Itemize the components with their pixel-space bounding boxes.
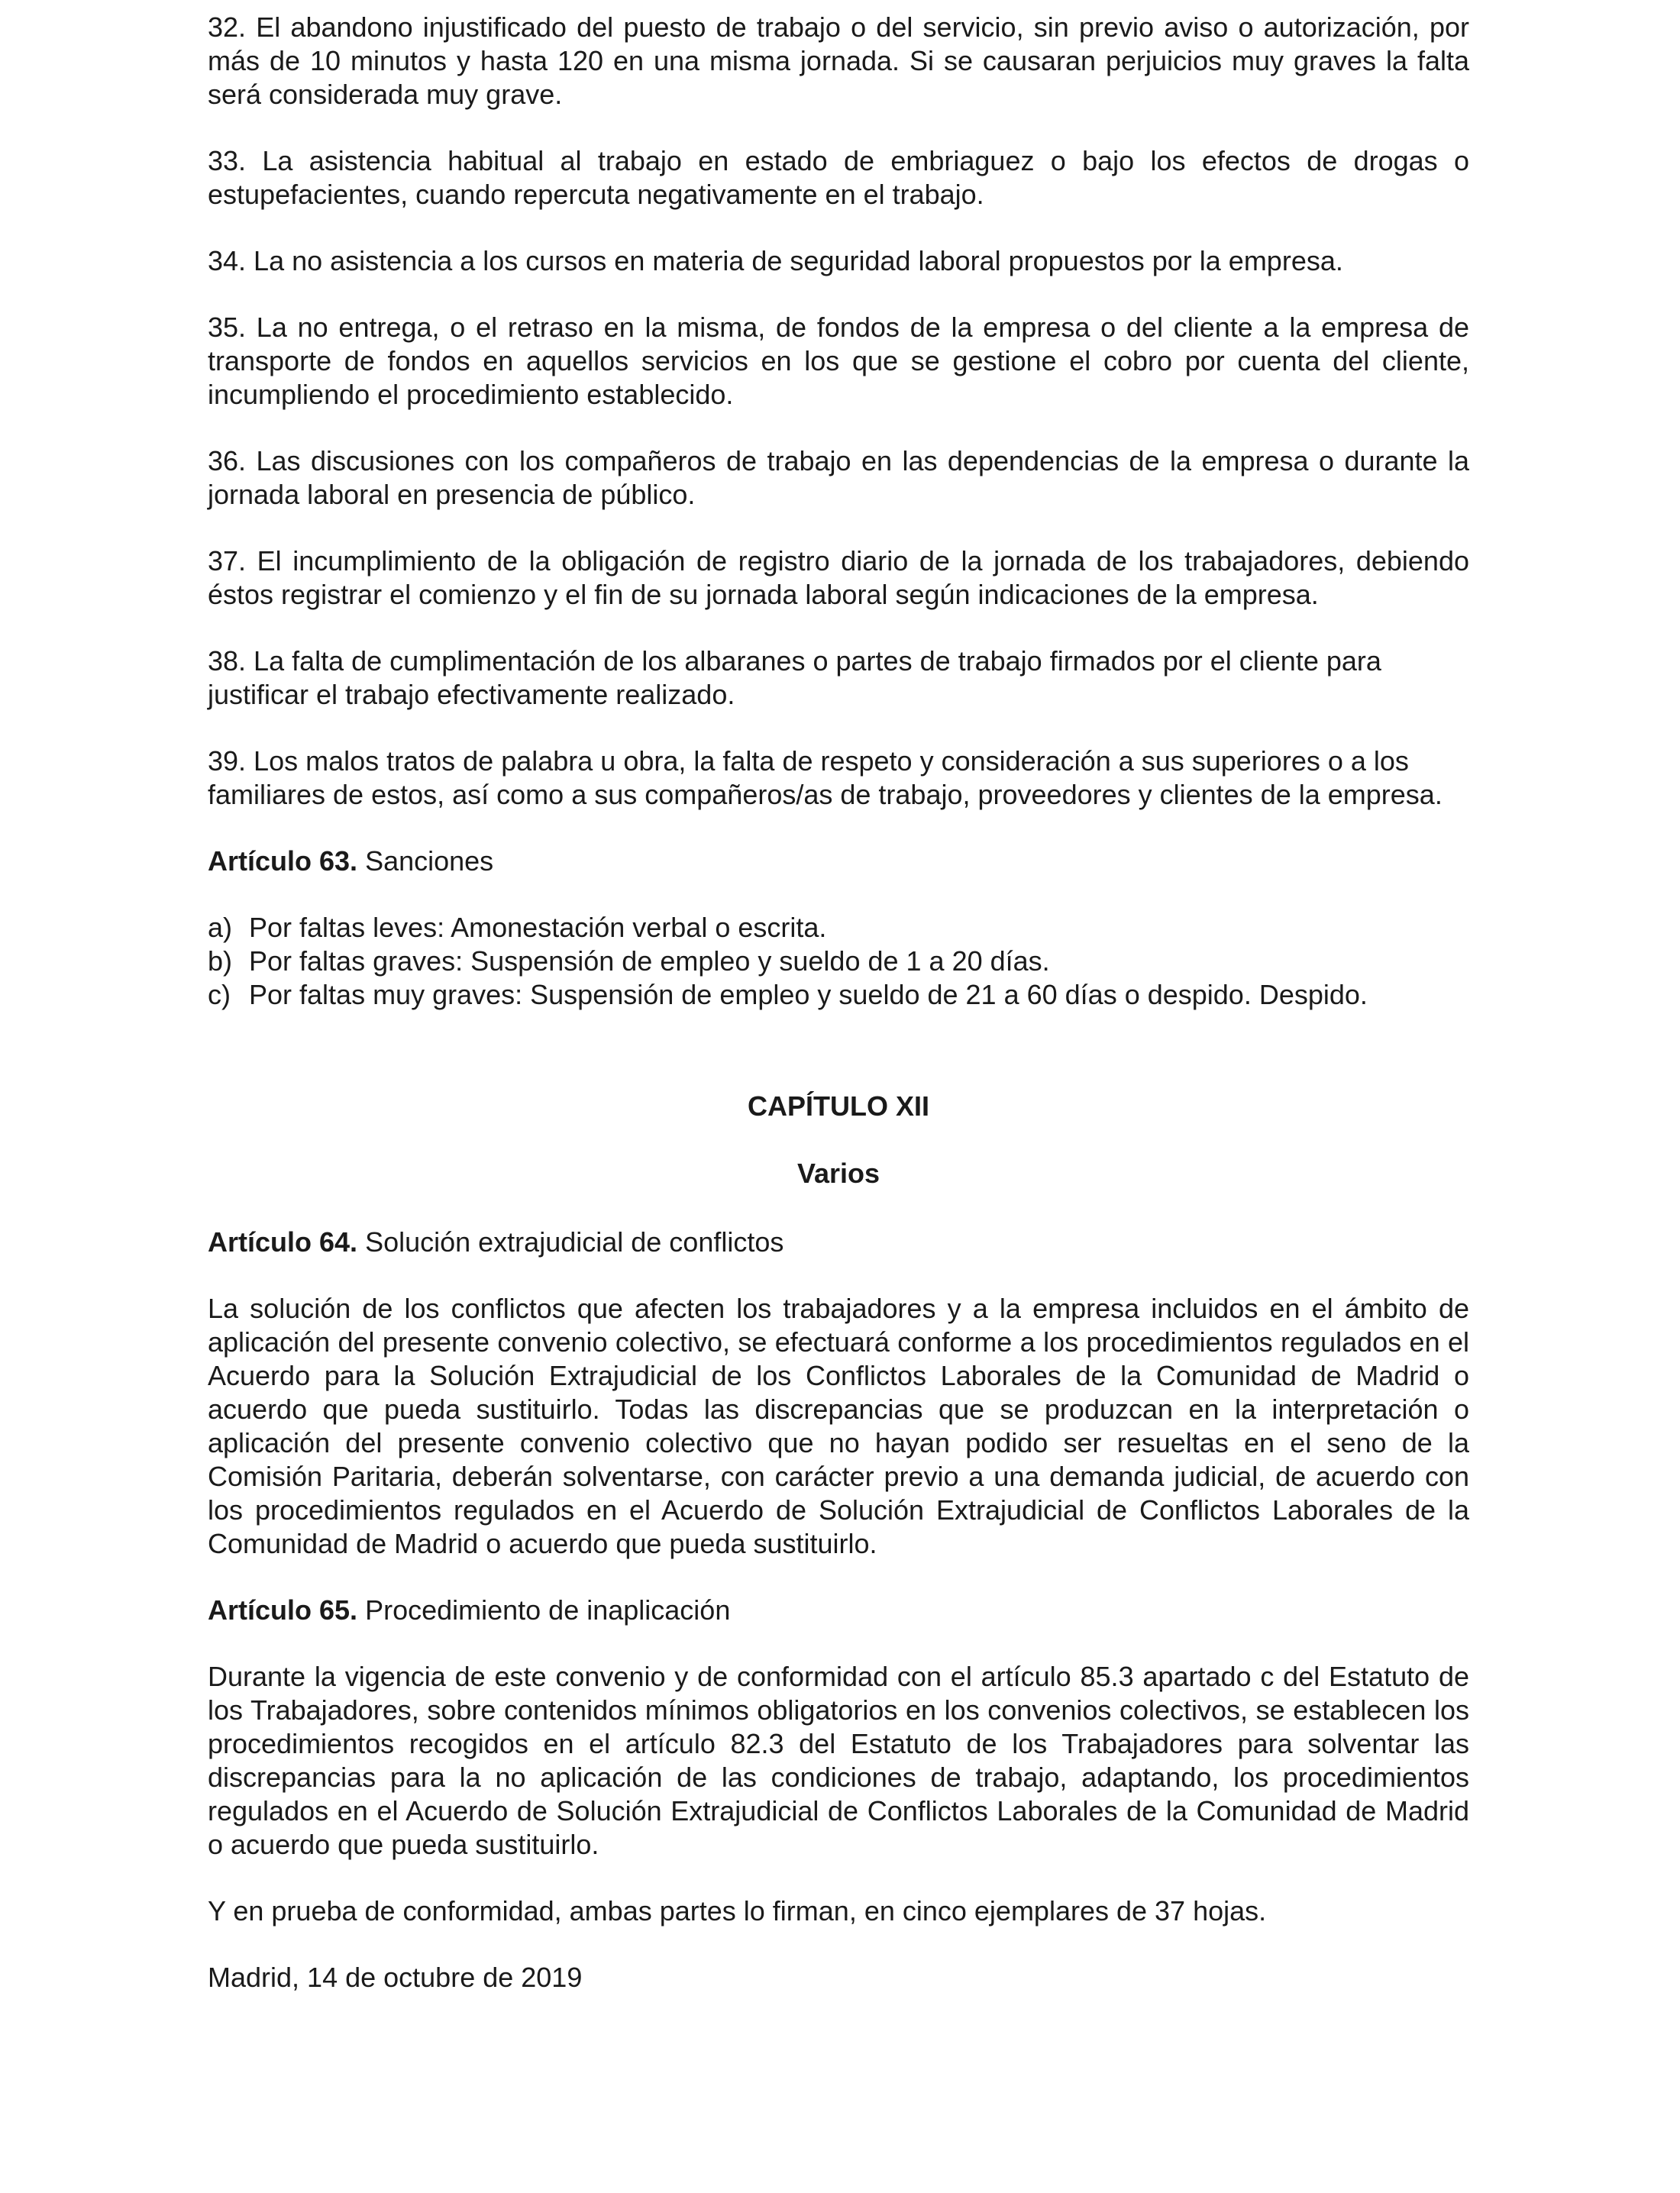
- list-item: [208, 911, 1469, 945]
- article-64-title: Solución extrajudicial de conflictos: [357, 1226, 784, 1258]
- article-65-title: Procedimiento de inaplicación: [357, 1594, 731, 1626]
- list-marker: b): [208, 945, 233, 977]
- date-place: Madrid, 14 de octubre de 2019: [208, 1962, 583, 1993]
- list-item: [208, 978, 1469, 1012]
- sanctions-list: [208, 911, 1469, 1012]
- item-34: 34. La no asistencia a los cursos en materia de seguridad laboral propuestos por la empresa.: [208, 245, 1343, 276]
- item-35: 35. La no entrega, o el retraso en la misma, de fondos de la empresa o del cliente a la empresa de transporte de fondos en aquellos servicios en los que se gestione el cobro por cuenta del cliente, incumpliendo el procedimiento establecido.: [208, 312, 1469, 410]
- item-36: 36. Las discusiones con los compañeros de trabajo en las dependencias de la empresa o durante la jornada laboral en presencia de público.: [208, 445, 1469, 510]
- item-38: 38. La falta de cumplimentación de los albaranes o partes de trabajo firmados por el cliente para justificar el trabajo efectivamente realizado.: [208, 645, 1381, 710]
- list-item-text: Por faltas leves: Amonestación verbal o escrita.: [249, 912, 827, 943]
- heading-gap: [208, 1190, 1469, 1226]
- article-65-heading: [208, 1594, 1469, 1627]
- article-64-body: La solución de los conflictos que afecten los trabajadores y a la empresa incluidos en el ámbito de aplicación del presente convenio colectivo, se efectuará conforme a los procedimientos regulados en el Acuerdo para la Solución Extrajudicial de los Conflictos Laborales de la Comunidad de Madrid o acuerdo que pueda sustituirlo. Todas las discrepancias que se produzcan en la interpretación o aplicación del presente convenio colectivo que no hayan podido ser resueltas en el seno de la Comisión Paritaria, deberán solventarse, con carácter previo a una demanda judicial, de acuerdo con los procedimientos regulados en el Acuerdo de Solución Extrajudicial de Conflictos Laborales de la Comunidad de Madrid o acuerdo que pueda sustituirlo.: [208, 1293, 1469, 1559]
- article-63-heading: [208, 845, 1469, 878]
- item-33: 33. La asistencia habitual al trabajo en estado de embriaguez o bajo los efectos de drogas o estupefacientes, cuando repercuta negativamente en el trabajo.: [208, 145, 1469, 210]
- article-64-heading: [208, 1226, 1469, 1259]
- article-64-label: Artículo 64.: [208, 1226, 358, 1258]
- article-65-label: Artículo 65.: [208, 1594, 358, 1626]
- item-32: 32. El abandono injustificado del puesto de trabajo o del servicio, sin previo aviso o autorización, por más de 10 minutos y hasta 120 en una misma jornada. Si se causaran perjuicios muy graves la falta será considerada muy grave.: [208, 11, 1469, 110]
- heading-gap: [208, 1123, 1469, 1157]
- list-item-text: Por faltas graves: Suspensión de empleo y sueldo de 1 a 20 días.: [249, 945, 1050, 977]
- chapter-title: CAPÍTULO XII: [747, 1090, 929, 1122]
- list-marker: a): [208, 912, 233, 943]
- section-gap: [208, 1012, 1469, 1090]
- article-63-label: Artículo 63.: [208, 845, 358, 877]
- closing-statement: Y en prueba de conformidad, ambas partes lo firman, en cinco ejemplares de 37 hojas.: [208, 1895, 1267, 1927]
- list-item-text: Por faltas muy graves: Suspensión de empleo y sueldo de 21 a 60 días o despido. Despido.: [249, 979, 1368, 1010]
- item-39: 39. Los malos tratos de palabra u obra, la falta de respeto y consideración a sus superiores o a los familiares de estos, así como a sus compañeros/as de trabajo, proveedores y clientes de la empresa.: [208, 745, 1443, 810]
- list-marker: c): [208, 979, 231, 1010]
- list-item: [208, 945, 1469, 978]
- document-page: [208, 11, 1469, 2027]
- article-63-title: Sanciones: [357, 845, 494, 877]
- item-37: 37. El incumplimiento de la obligación de registro diario de la jornada de los trabajadores, debiendo éstos registrar el comienzo y el fin de su jornada laboral según indicaciones de la empresa.: [208, 545, 1469, 610]
- article-65-body: Durante la vigencia de este convenio y de conformidad con el artículo 85.3 apartado c del Estatuto de los Trabajadores, sobre contenidos mínimos obligatorios en los convenios colectivos, se establecen los procedimientos recogidos en el artículo 82.3 del Estatuto de los Trabajadores para solventar las discrepancias para la no aplicación de las condiciones de trabajo, adaptando, los procedimientos regulados en el Acuerdo de Solución Extrajudicial de Conflictos Laborales de la Comunidad de Madrid o acuerdo que pueda sustituirlo.: [208, 1661, 1469, 1860]
- chapter-subtitle: Varios: [796, 1158, 880, 1189]
